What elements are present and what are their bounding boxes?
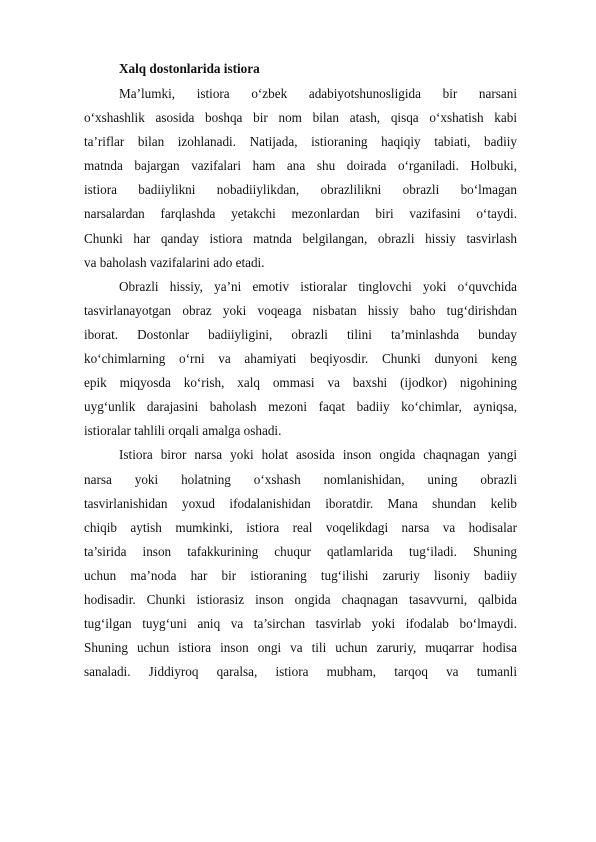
paragraph-line: va baholash vazifalarini ado etadi. bbox=[84, 254, 265, 270]
paragraph-line: tug‘ilgan tuyg‘uni aniq va ta’sirchan tasvirlab yoki ifodalab bo‘lmaydi. bbox=[84, 616, 517, 632]
paragraph-line: chiqib aytish mumkinki, istiora real voqelikdagi narsa va hodisalar bbox=[84, 519, 517, 535]
document-body bbox=[84, 60, 517, 684]
paragraph-line: ta’sirida inson tafakkurining chuqur qatlamlarida tug‘iladi. Shuning bbox=[84, 543, 517, 559]
paragraph-line: uchun ma’noda har bir istioraning tug‘ilishi zaruriy lisoniy badiiy bbox=[84, 567, 517, 583]
paragraph-line: Shuning uchun istiora inson ongi va tili uchun zaruriy, muqarrar hodisa bbox=[84, 640, 517, 656]
paragraph-line: uyg‘unlik darajasini baholash mezoni faqat badiiy ko‘chimlar, ayniqsa, bbox=[84, 399, 517, 415]
paragraph-line: Istiora biror narsa yoki holat asosida inson ongida chaqnagan yangi bbox=[119, 447, 517, 463]
paragraph-line: ko‘chimlarning o‘rni va ahamiyati beqiyosdir. Chunki dunyoni keng bbox=[84, 351, 517, 367]
paragraph-line: sanaladi. Jiddiyroq qaralsa, istiora mubham, tarqoq va tumanli bbox=[84, 664, 517, 680]
paragraph-line: istioralar tahlili orqali amalga oshadi. bbox=[84, 423, 282, 439]
paragraph bbox=[84, 82, 517, 275]
paragraph-line: o‘xshashlik asosida boshqa bir nom bilan atash, qisqa o‘xshatish kabi bbox=[84, 110, 517, 126]
paragraph-line: istiora badiiylikni nobadiiylikdan, obrazlilikni obrazli bo‘lmagan bbox=[84, 182, 517, 198]
paragraph-line: iborat. Dostonlar badiiyligini, obrazli tilini ta’minlashda bunday bbox=[84, 326, 517, 342]
paragraphs-container bbox=[84, 82, 517, 684]
paragraph-line: tasvirlanayotgan obraz yoki voqeaga nisbatan hissiy baho tug‘dirishdan bbox=[84, 302, 517, 318]
paragraph-line: ta’riflar bilan izohlanadi. Natijada, istioraning haqiqiy tabiati, badiiy bbox=[84, 134, 517, 150]
paragraph-line: matnda bajargan vazifalari ham ana shu doirada o‘rganiladi. Holbuki, bbox=[84, 158, 517, 174]
paragraph-line: Ma’lumki, istiora o‘zbek adabiyotshunosligida bir narsani bbox=[119, 86, 517, 101]
paragraph-line: Chunki har qanday istiora matnda belgilangan, obrazli hissiy tasvirlash bbox=[84, 230, 517, 246]
paragraph-line: hodisadir. Chunki istiorasiz inson ongida chaqnagan tasavvurni, qalbida bbox=[84, 591, 517, 607]
paragraph bbox=[84, 443, 517, 684]
paragraph bbox=[84, 275, 517, 444]
paragraph-line: epik miqyosda ko‘rish, xalq ommasi va baxshi (ijodkor) nigohining bbox=[84, 375, 517, 391]
paragraph-line: Obrazli hissiy, ya’ni emotiv istioralar tinglovchi yoki o‘quvchida bbox=[119, 278, 517, 294]
paragraph-line: narsalardan farqlashda yetakchi mezonlardan biri vazifasini o‘taydi. bbox=[84, 206, 517, 222]
paragraph-line: narsa yoki holatning o‘xshash nomlanishidan, uning obrazli bbox=[84, 471, 517, 487]
paragraph-line: tasvirlanishidan yoxud ifodalanishidan iboratdir. Mana shundan kelib bbox=[84, 495, 517, 511]
section-heading: Xalq dostonlarida istiora bbox=[119, 61, 260, 76]
